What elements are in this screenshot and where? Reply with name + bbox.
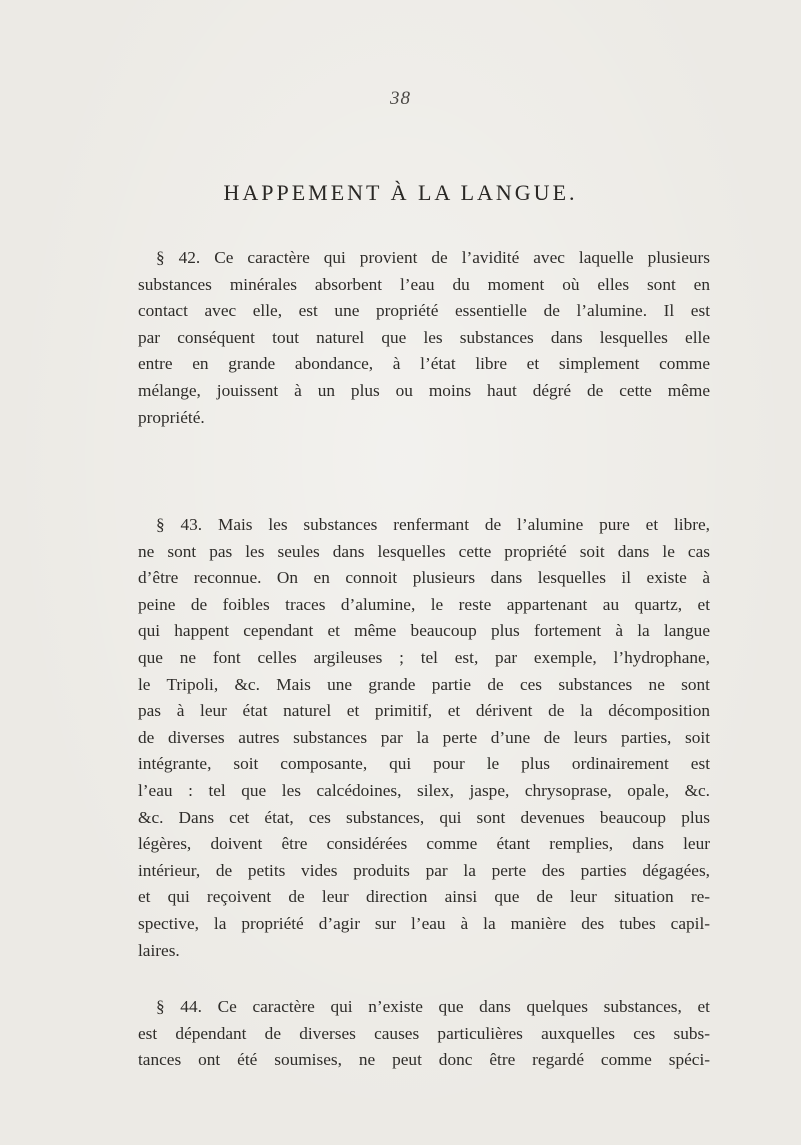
text-line: substances minérales absorbent l’eau du moment où elles sont en bbox=[138, 274, 710, 294]
text-line: § 42. Ce caractère qui provient de l’avidité avec laquelle plusieurs bbox=[156, 248, 710, 267]
text-line: spective, la propriété d’agir sur l’eau à la manière des tubes capil- bbox=[138, 913, 710, 933]
text-line: § 44. Ce caractère qui n’existe que dans quelques substances, et bbox=[156, 997, 710, 1016]
text-line: de diverses autres substances par la perte d’une de leurs parties, soit bbox=[138, 727, 710, 747]
text-line: laires. bbox=[138, 940, 180, 960]
text-line: peine de foibles traces d’alumine, le reste appartenant au quartz, et bbox=[138, 594, 710, 614]
paragraph-44 bbox=[138, 994, 710, 1074]
text-line: d’être reconnue. On en connoit plusieurs dans lesquelles il existe à bbox=[138, 568, 710, 588]
text-line: légères, doivent être considérées comme étant remplies, dans leur bbox=[138, 834, 710, 854]
text-line: intérieur, de petits vides produits par la perte des parties dégagées, bbox=[138, 860, 710, 880]
text-line: &c. Dans cet état, ces substances, qui sont devenues beaucoup plus bbox=[138, 807, 710, 827]
text-line: l’eau : tel que les calcédoines, silex, jaspe, chrysoprase, opale, &c. bbox=[138, 780, 710, 800]
paragraph-43 bbox=[138, 512, 710, 964]
text-line: tances ont été soumises, ne peut donc être regardé comme spéci- bbox=[138, 1050, 710, 1070]
text-line: que ne font celles argileuses ; tel est, par exemple, l’hydrophane, bbox=[138, 647, 710, 667]
paragraph-42 bbox=[138, 245, 710, 431]
text-line: pas à leur état naturel et primitif, et dérivent de la décomposition bbox=[138, 701, 710, 721]
text-line: est dépendant de diverses causes particulières auxquelles ces subs- bbox=[138, 1023, 710, 1043]
text-line: intégrante, soit composante, qui pour le plus ordinairement est bbox=[138, 754, 710, 774]
text-line: qui happent cependant et même beaucoup plus fortement à la langue bbox=[138, 621, 710, 641]
text-line: ne sont pas les seules dans lesquelles cette propriété soit dans le cas bbox=[138, 541, 710, 561]
page-number: 38 bbox=[390, 88, 411, 109]
text-line: entre en grande abondance, à l’état libre et simplement comme bbox=[138, 354, 710, 374]
text-line: contact avec elle, est une propriété essentielle de l’alumine. Il est bbox=[138, 301, 710, 321]
text-line: par conséquent tout naturel que les substances dans lesquelles elle bbox=[138, 327, 710, 347]
text-line: le Tripoli, &c. Mais une grande partie de ces substances ne sont bbox=[138, 674, 710, 694]
text-line: propriété. bbox=[138, 407, 205, 427]
text-line: et qui reçoivent de leur direction ainsi que de leur situation re- bbox=[138, 887, 710, 907]
section-heading: HAPPEMENT À LA LANGUE. bbox=[223, 180, 578, 205]
text-line: mélange, jouissent à un plus ou moins haut dégré de cette même bbox=[138, 380, 710, 400]
text-line: § 43. Mais les substances renfermant de l’alumine pure et libre, bbox=[156, 515, 710, 534]
